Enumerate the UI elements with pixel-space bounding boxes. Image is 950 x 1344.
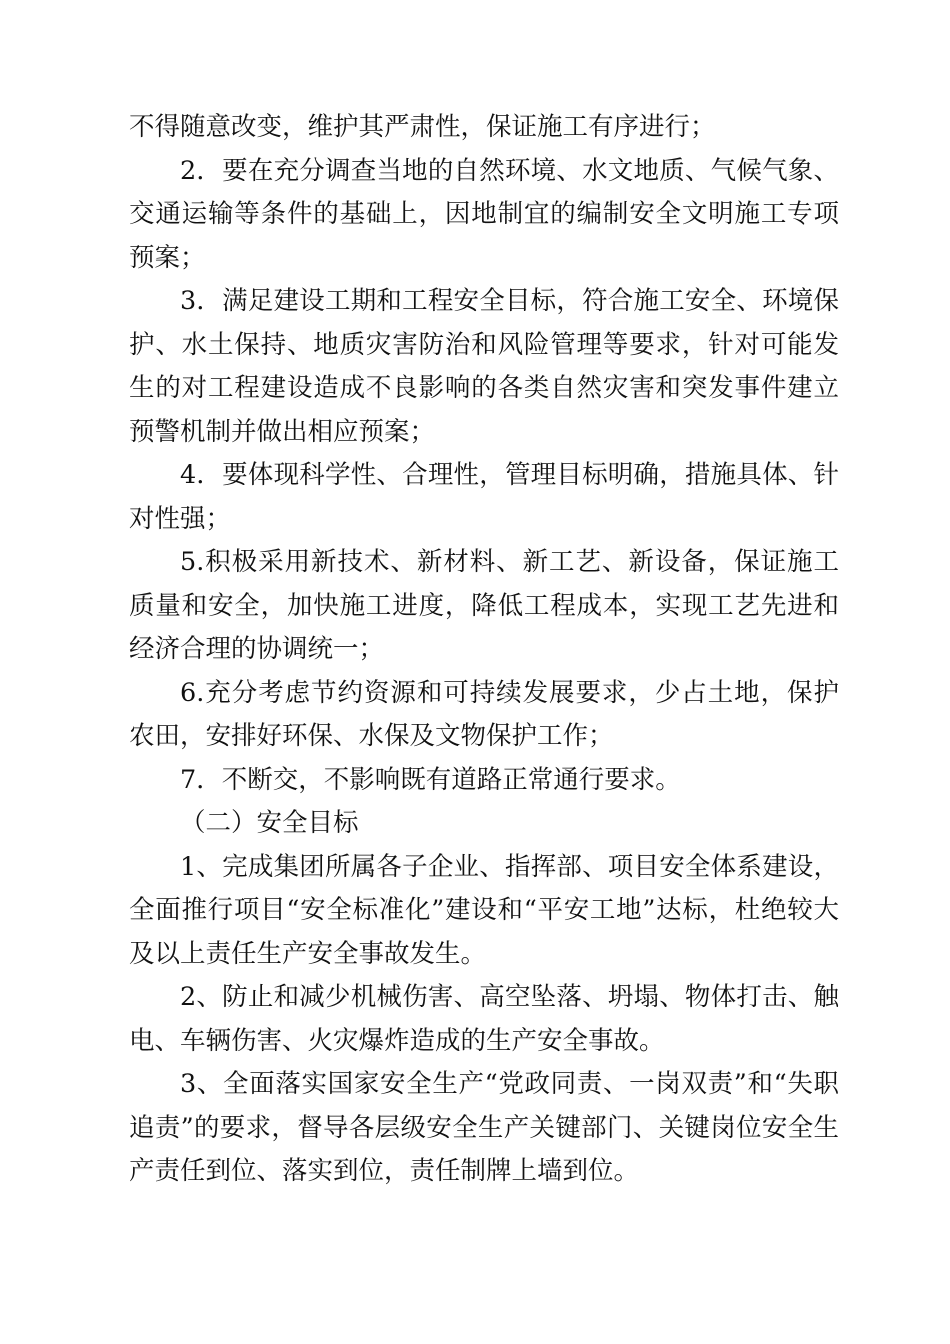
paragraph-item-2: 2．要在充分调查当地的自然环境、水文地质、气候气象、交通运输等条件的基础上，因地制宜的编制安全文明施工专项预案； [129, 155, 839, 273]
paragraph-goal-2: 2、防止和减少机械伤害、高空坠落、坍塌、物体打击、触电、车辆伤害、火灾爆炸造成的生产安全事故。 [129, 982, 839, 1056]
paragraph-item-3: 3．满足建设工期和工程安全目标，符合施工安全、环境保护、水土保持、地质灾害防治和风险管理等要求，针对可能发生的对工程建设造成不良影响的各类自然灾害和突发事件建立预警机制并做出相应预案； [129, 286, 839, 447]
paragraph-goal-3: 3、全面落实国家安全生产“党政同责、一岗双责”和“失职追责”的要求，督导各层级安全生产关键部门、关键岗位安全生产责任到位、落实到位，责任制牌上墙到位。 [129, 1069, 839, 1186]
paragraph-item-5: 5.积极采用新技术、新材料、新工艺、新设备，保证施工质量和安全，加快施工进度，降低工程成本，实现工艺先进和经济合理的协调统一； [129, 547, 839, 664]
paragraph-continuation: 不得随意改变，维护其严肃性，保证施工有序进行； [129, 112, 716, 142]
document-body [129, 106, 839, 1194]
section-heading-safety-goals: （二）安全目标 [180, 808, 359, 838]
paragraph-goal-1: 1、完成集团所属各子企业、指挥部、项目安全体系建设，全面推行项目“安全标准化”建设和“平安工地”达标，杜绝较大及以上责任生产安全事故发生。 [129, 851, 839, 969]
paragraph-item-4: 4．要体现科学性、合理性，管理目标明确，措施具体、针对性强； [129, 460, 839, 534]
paragraph-item-7: 7．不断交，不影响既有道路正常通行要求。 [180, 764, 681, 795]
paragraph-item-6: 6.充分考虑节约资源和可持续发展要求，少占土地，保护农田，安排好环保、水保及文物保护工作； [129, 677, 839, 751]
